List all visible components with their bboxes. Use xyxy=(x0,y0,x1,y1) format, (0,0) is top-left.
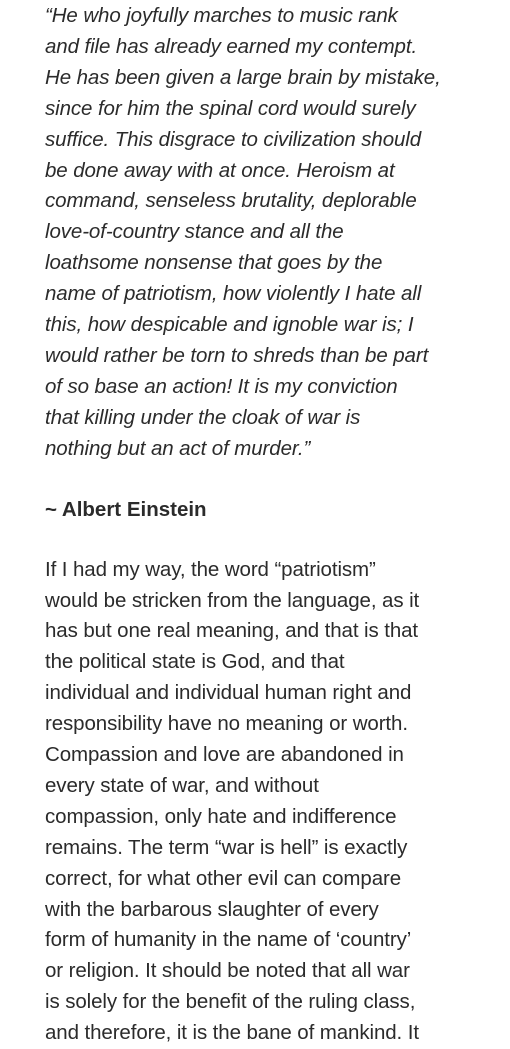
paragraph-line: remains. The term “war is hell” is exactly xyxy=(45,835,408,859)
paragraph-line: with the barbarous slaughter of every xyxy=(45,897,379,921)
quote-line: nothing but an act of murder.” xyxy=(45,436,311,460)
quote-line: suffice. This disgrace to civilization should xyxy=(45,127,422,151)
quote-line: name of patriotism, how violently I hate all xyxy=(45,282,422,306)
paragraph-line: or religion. It should be noted that all war xyxy=(45,959,410,983)
quote-line: loathsome nonsense that goes by the xyxy=(45,251,383,275)
paragraph-line: If I had my way, the word “patriotism” xyxy=(45,557,376,581)
quote-line: that killing under the cloak of war is xyxy=(45,405,361,429)
quote-line: be done away with at once. Heroism at xyxy=(45,158,395,182)
quote-line: of so base an action! It is my conviction xyxy=(45,374,398,398)
paragraph-line: would be stricken from the language, as it xyxy=(45,588,420,612)
quote-line: this, how despicable and ignoble war is; I xyxy=(45,313,414,337)
paragraph-line: and therefore, it is the bane of mankind. It xyxy=(45,1021,419,1045)
body-paragraph xyxy=(45,555,500,1049)
quote-line: love-of-country stance and all the xyxy=(45,220,344,244)
quote-line: command, senseless brutality, deplorable xyxy=(45,189,417,213)
quote-line: “He who joyfully marches to music rank xyxy=(45,4,398,27)
quote-attribution: ~ Albert Einstein xyxy=(45,497,207,521)
paragraph-line: Compassion and love are abandoned in xyxy=(45,743,404,767)
paragraph-line: compassion, only hate and indifference xyxy=(45,804,397,828)
paragraph-line: every state of war, and without xyxy=(45,773,319,797)
quote-line: and file has already earned my contempt. xyxy=(45,34,418,58)
paragraph-line: has but one real meaning, and that is that xyxy=(45,619,419,643)
quote-line: He has been given a large brain by mistake, xyxy=(45,65,441,89)
quote-line: since for him the spinal cord would surely xyxy=(45,96,416,120)
paragraph-line: form of humanity in the name of ‘country’ xyxy=(45,928,412,952)
quote-line: would rather be torn to shreds than be part xyxy=(45,343,429,367)
paragraph-line: responsibility have no meaning or worth. xyxy=(45,712,408,736)
article xyxy=(45,0,500,1049)
paragraph-line: the political state is God, and that xyxy=(45,650,345,674)
paragraph-line: is solely for the benefit of the ruling class, xyxy=(45,990,416,1014)
einstein-quote xyxy=(45,1,500,465)
paragraph-line: individual and individual human right and xyxy=(45,681,412,705)
paragraph-line: correct, for what other evil can compare xyxy=(45,866,402,890)
